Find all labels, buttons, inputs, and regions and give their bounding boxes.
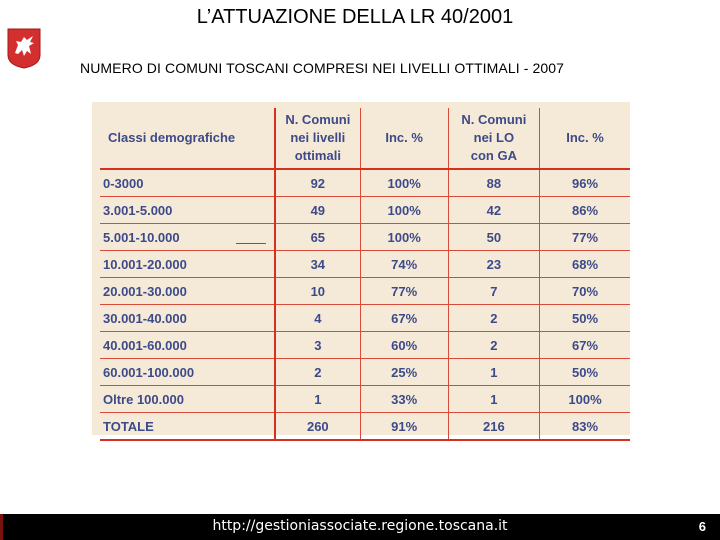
slide-number: 6 bbox=[698, 519, 706, 534]
cell-n-comuni: 49 bbox=[275, 197, 360, 224]
cell-n-comuni-ga: 1 bbox=[448, 386, 539, 413]
header-line: con GA bbox=[470, 148, 517, 163]
comuni-table bbox=[100, 108, 630, 441]
cell-n-comuni-ga: 7 bbox=[448, 278, 539, 305]
cell-inc-ga: 70% bbox=[540, 278, 630, 305]
cell-inc: 100% bbox=[360, 169, 448, 197]
header-classi bbox=[100, 108, 275, 169]
cell-inc-ga: 83% bbox=[540, 413, 630, 441]
table-row bbox=[100, 251, 630, 278]
cell-classe: 60.001-100.000 bbox=[100, 359, 275, 386]
cell-n-comuni-ga: 1 bbox=[448, 359, 539, 386]
cell-n-comuni-ga: 42 bbox=[448, 197, 539, 224]
cell-n-comuni: 34 bbox=[275, 251, 360, 278]
header-line: ottimali bbox=[294, 148, 341, 163]
cell-inc: 100% bbox=[360, 197, 448, 224]
header-n-comuni-ottimali bbox=[275, 108, 360, 169]
cell-classe: TOTALE bbox=[100, 413, 275, 441]
cell-classe: 5.001-10.000 bbox=[100, 224, 275, 251]
cell-inc: 33% bbox=[360, 386, 448, 413]
cell-inc: 74% bbox=[360, 251, 448, 278]
cell-inc: 25% bbox=[360, 359, 448, 386]
header-line: Inc. % bbox=[566, 130, 604, 145]
table-row bbox=[100, 332, 630, 359]
cell-classe: 10.001-20.000 bbox=[100, 251, 275, 278]
cell-n-comuni: 4 bbox=[275, 305, 360, 332]
cell-classe: 0-3000 bbox=[100, 169, 275, 197]
cell-n-comuni: 10 bbox=[275, 278, 360, 305]
table-row bbox=[100, 278, 630, 305]
table-row bbox=[100, 386, 630, 413]
table-row bbox=[100, 197, 630, 224]
footer-url: http://gestioniassociate.regione.toscana.it bbox=[212, 518, 508, 534]
cell-inc-ga: 50% bbox=[540, 359, 630, 386]
table-row bbox=[100, 169, 630, 197]
cell-inc-ga: 68% bbox=[540, 251, 630, 278]
tuscany-pegasus-logo-icon bbox=[6, 27, 42, 69]
cell-n-comuni-ga: 216 bbox=[448, 413, 539, 441]
cell-classe: 30.001-40.000 bbox=[100, 305, 275, 332]
table-total-row bbox=[100, 413, 630, 441]
slide-title: L’ATTUAZIONE DELLA LR 40/2001 bbox=[196, 6, 514, 28]
cell-inc: 77% bbox=[360, 278, 448, 305]
cell-inc-ga: 96% bbox=[540, 169, 630, 197]
cell-inc-ga: 86% bbox=[540, 197, 630, 224]
cell-inc: 67% bbox=[360, 305, 448, 332]
cell-n-comuni-ga: 2 bbox=[448, 332, 539, 359]
cell-inc: 91% bbox=[360, 413, 448, 441]
cell-inc-ga: 100% bbox=[540, 386, 630, 413]
cell-classe: 20.001-30.000 bbox=[100, 278, 275, 305]
cell-n-comuni: 3 bbox=[275, 332, 360, 359]
cell-n-comuni: 92 bbox=[275, 169, 360, 197]
slide-subtitle: NUMERO DI COMUNI TOSCANI COMPRESI NEI LIVELLI OTTIMALI - 2007 bbox=[80, 60, 565, 76]
cell-n-comuni-ga: 88 bbox=[448, 169, 539, 197]
table-row bbox=[100, 359, 630, 386]
cell-inc-ga: 77% bbox=[540, 224, 630, 251]
header-line: N. Comuni bbox=[285, 112, 351, 127]
cell-n-comuni-ga: 50 bbox=[448, 224, 539, 251]
header-inc-1 bbox=[360, 108, 448, 169]
table-header-row bbox=[100, 108, 630, 169]
table-row bbox=[100, 224, 630, 251]
stray-rule-mark bbox=[236, 243, 266, 244]
header-inc-2 bbox=[540, 108, 630, 169]
cell-classe: 40.001-60.000 bbox=[100, 332, 275, 359]
cell-classe: 3.001-5.000 bbox=[100, 197, 275, 224]
data-table-panel bbox=[92, 102, 630, 435]
cell-inc: 100% bbox=[360, 224, 448, 251]
cell-inc-ga: 67% bbox=[540, 332, 630, 359]
header-line: N. Comuni bbox=[461, 112, 527, 127]
cell-inc: 60% bbox=[360, 332, 448, 359]
cell-n-comuni-ga: 2 bbox=[448, 305, 539, 332]
header-line: Inc. % bbox=[385, 130, 423, 145]
cell-n-comuni: 260 bbox=[275, 413, 360, 441]
header-line: Classi demografiche bbox=[108, 130, 236, 145]
cell-classe: Oltre 100.000 bbox=[100, 386, 275, 413]
cell-n-comuni: 65 bbox=[275, 224, 360, 251]
header-n-comuni-ga bbox=[448, 108, 539, 169]
cell-n-comuni-ga: 23 bbox=[448, 251, 539, 278]
cell-n-comuni: 1 bbox=[275, 386, 360, 413]
cell-inc-ga: 50% bbox=[540, 305, 630, 332]
footer-bar bbox=[0, 514, 720, 540]
cell-n-comuni: 2 bbox=[275, 359, 360, 386]
header-line: nei LO bbox=[473, 130, 515, 145]
table-row bbox=[100, 305, 630, 332]
header-line: nei livelli bbox=[290, 130, 346, 145]
